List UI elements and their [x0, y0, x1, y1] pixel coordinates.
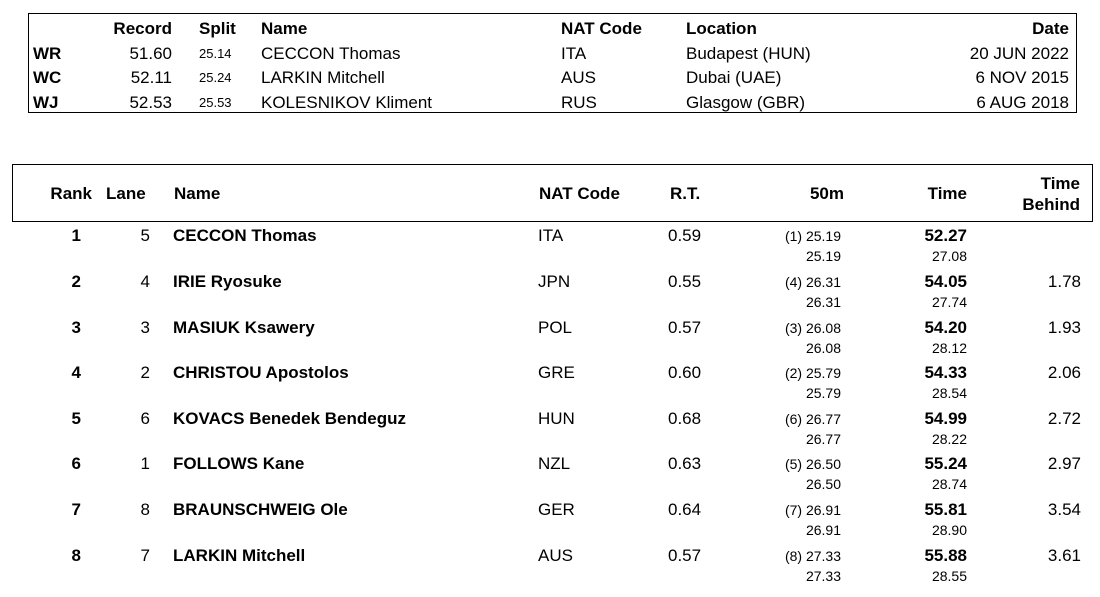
- result-time-lap: 28.74: [931, 476, 967, 492]
- results-header-50m: 50m: [809, 184, 844, 203]
- result-time-lap: 28.54: [931, 385, 967, 401]
- record-row: [29, 41, 1076, 66]
- result-time-behind: 1.93: [1047, 318, 1081, 337]
- record-nat: RUS: [561, 93, 597, 112]
- result-time: 52.27: [924, 226, 967, 245]
- result-lane: 5: [140, 226, 150, 245]
- result-row: [0, 271, 1100, 315]
- result-row: [0, 362, 1100, 406]
- record-code: WC: [33, 68, 62, 87]
- result-split-50m-lap: 26.31: [805, 294, 841, 310]
- results-header-name: Name: [174, 184, 221, 203]
- result-name: LARKIN Mitchell: [173, 546, 306, 565]
- result-split-50m: (4) 26.31: [784, 274, 841, 290]
- result-split-50m-lap: 26.50: [805, 476, 841, 492]
- record-nat: AUS: [561, 68, 596, 87]
- result-reaction-time: 0.59: [668, 226, 702, 245]
- results-header: [12, 164, 1093, 222]
- result-reaction-time: 0.60: [668, 363, 702, 382]
- result-time: 55.81: [924, 500, 967, 519]
- result-reaction-time: 0.55: [668, 272, 702, 291]
- result-lane: 6: [140, 409, 150, 428]
- result-rank: 3: [71, 318, 81, 337]
- record-time: 52.53: [129, 93, 172, 112]
- result-rank: 8: [71, 546, 81, 565]
- result-lane: 8: [140, 500, 150, 519]
- result-name: BRAUNSCHWEIG Ole: [173, 500, 348, 519]
- result-name: IRIE Ryosuke: [173, 272, 282, 291]
- record-location: Budapest (HUN): [686, 44, 811, 63]
- result-name: MASIUK Ksawery: [173, 318, 315, 337]
- result-time-behind: 3.61: [1047, 546, 1081, 565]
- result-split-50m-lap: 26.08: [805, 340, 841, 356]
- result-name: CECCON Thomas: [173, 226, 317, 245]
- records-header-nat: NAT Code: [561, 19, 642, 38]
- result-split-50m-lap: 25.19: [805, 248, 841, 264]
- record-name: LARKIN Mitchell: [261, 68, 385, 87]
- results-header-time: Time: [927, 184, 967, 203]
- record-row: [29, 90, 1076, 115]
- record-location: Glasgow (GBR): [686, 93, 806, 112]
- result-nat: AUS: [538, 546, 573, 565]
- result-name: KOVACS Benedek Bendeguz: [173, 409, 407, 428]
- result-time-behind: 2.72: [1047, 409, 1081, 428]
- result-nat: NZL: [538, 454, 571, 473]
- result-reaction-time: 0.64: [668, 500, 702, 519]
- result-time-lap: 28.12: [931, 340, 967, 356]
- result-time-lap: 28.22: [931, 431, 967, 447]
- record-time: 51.60: [129, 44, 172, 63]
- result-time-behind: 2.06: [1047, 363, 1081, 382]
- result-time: 54.33: [924, 363, 967, 382]
- result-nat: POL: [538, 318, 573, 337]
- records-header-split: Split: [199, 19, 236, 38]
- result-time: 54.99: [924, 409, 967, 428]
- record-code: WJ: [33, 93, 59, 112]
- result-split-50m-lap: 27.33: [805, 568, 841, 584]
- record-date: 6 AUG 2018: [976, 93, 1069, 112]
- record-split: 25.24: [199, 70, 232, 85]
- result-row: [0, 545, 1100, 589]
- result-rank: 7: [71, 500, 81, 519]
- results-header-rank: Rank: [50, 184, 92, 203]
- result-time-behind: 1.78: [1047, 272, 1081, 291]
- result-reaction-time: 0.68: [668, 409, 702, 428]
- results-header-time-behind: [1022, 173, 1080, 215]
- record-row: [29, 65, 1076, 90]
- time-behind-line1: Time: [1040, 174, 1080, 193]
- result-reaction-time: 0.57: [668, 546, 702, 565]
- records-header-location: Location: [686, 19, 757, 38]
- result-reaction-time: 0.57: [668, 318, 702, 337]
- result-time: 54.05: [924, 272, 967, 291]
- result-split-50m: (2) 25.79: [784, 365, 841, 381]
- result-lane: 2: [140, 363, 150, 382]
- result-reaction-time: 0.63: [668, 454, 702, 473]
- records-header-record: Record: [113, 19, 172, 38]
- result-rank: 2: [71, 272, 81, 291]
- result-split-50m-lap: 25.79: [805, 385, 841, 401]
- result-lane: 4: [140, 272, 150, 291]
- result-time-lap: 27.08: [931, 248, 967, 264]
- result-row: [0, 453, 1100, 497]
- result-split-50m-lap: 26.91: [805, 522, 841, 538]
- record-split: 25.53: [199, 95, 232, 110]
- record-date: 6 NOV 2015: [975, 68, 1069, 87]
- result-row: [0, 408, 1100, 452]
- result-time-lap: 28.90: [931, 522, 967, 538]
- records-header-date: Date: [1032, 19, 1069, 38]
- result-row: [0, 317, 1100, 361]
- result-nat: ITA: [538, 226, 564, 245]
- result-rank: 5: [71, 409, 81, 428]
- records-header-row: [29, 16, 1076, 41]
- results-header-lane: Lane: [106, 184, 146, 203]
- result-rank: 6: [71, 454, 81, 473]
- result-name: FOLLOWS Kane: [173, 454, 305, 473]
- result-time-lap: 28.55: [931, 568, 967, 584]
- record-date: 20 JUN 2022: [969, 44, 1069, 63]
- result-lane: 7: [140, 546, 150, 565]
- result-lane: 3: [140, 318, 150, 337]
- record-code: WR: [33, 44, 62, 63]
- result-name: CHRISTOU Apostolos: [173, 363, 349, 382]
- result-time: 55.24: [924, 454, 967, 473]
- result-split-50m: (6) 26.77: [784, 411, 841, 427]
- result-split-50m: (1) 25.19: [784, 228, 841, 244]
- records-header-name: Name: [261, 19, 308, 38]
- time-behind-line2: Behind: [1022, 195, 1080, 214]
- results-header-rt: R.T.: [670, 184, 701, 203]
- record-location: Dubai (UAE): [686, 68, 782, 87]
- result-nat: GRE: [538, 363, 575, 382]
- result-nat: HUN: [538, 409, 575, 428]
- result-rank: 1: [71, 226, 81, 245]
- record-name: KOLESNIKOV Kliment: [261, 93, 433, 112]
- result-split-50m: (8) 27.33: [784, 548, 841, 564]
- result-row: [0, 499, 1100, 543]
- record-name: CECCON Thomas: [261, 44, 401, 63]
- result-split-50m-lap: 26.77: [805, 431, 841, 447]
- result-nat: GER: [538, 500, 575, 519]
- result-rank: 4: [71, 363, 81, 382]
- result-time-behind: 3.54: [1047, 500, 1081, 519]
- result-time-behind: 2.97: [1047, 454, 1081, 473]
- results-header-nat: NAT Code: [539, 184, 620, 203]
- record-nat: ITA: [561, 44, 587, 63]
- result-split-50m: (5) 26.50: [784, 456, 841, 472]
- result-split-50m: (7) 26.91: [784, 502, 841, 518]
- result-time-lap: 27.74: [931, 294, 967, 310]
- result-row: [0, 225, 1100, 269]
- result-time: 54.20: [924, 318, 967, 337]
- records-table: [28, 13, 1077, 113]
- result-lane: 1: [140, 454, 150, 473]
- result-nat: JPN: [538, 272, 571, 291]
- record-split: 25.14: [199, 46, 232, 61]
- record-time: 52.11: [130, 68, 172, 87]
- result-time: 55.88: [924, 546, 967, 565]
- result-split-50m: (3) 26.08: [784, 320, 841, 336]
